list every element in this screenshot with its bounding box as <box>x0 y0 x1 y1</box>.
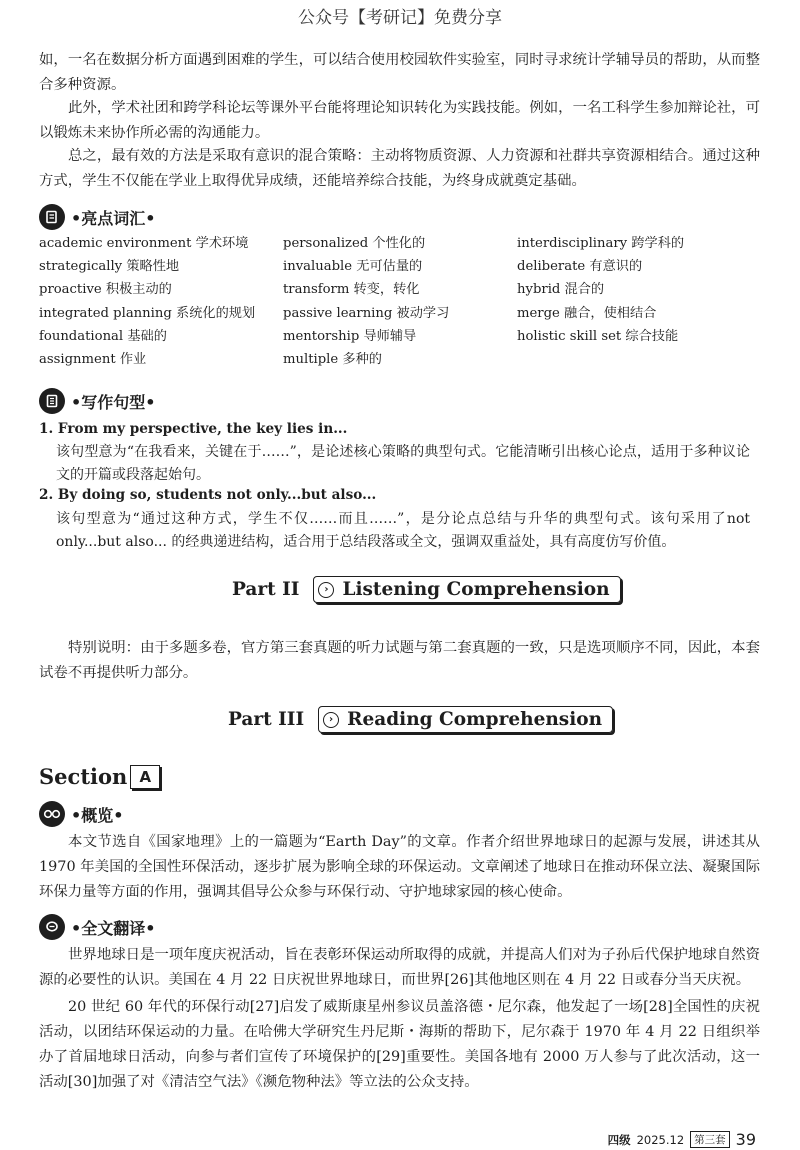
overview-paragraph: 本文节选自《国家地理》上的一篇题为“Earth Day”的文章。作者介绍世界地球日的起源与发展，讲述其从 1970 年美国的全国性环保活动，逐步扩展为影响全球的环保运动。文章阐述了地球日在推动环保立法、凝聚国际环保力量等方面的作用，强调其倡导公众参与环保行动、守护地球家园的核心使命。 <box>39 834 760 900</box>
vocab-item: interdisciplinary 跨学科的 <box>517 236 685 251</box>
section-label: Section <box>39 764 128 789</box>
document-icon <box>39 204 65 230</box>
patterns-heading <box>39 388 155 414</box>
chevron-right-icon: › <box>318 582 334 598</box>
translation-paragraph-1: 世界地球日是一项年度庆祝活动，旨在表彰环保运动所取得的成就，并提高人们对为子孙后代保护地球自然资源的必要性的认识。美国在 4 月 22 日庆祝世界地球日，而世界[26]其他地区则在 4 月 22 日或春分当天庆祝。 <box>39 947 760 988</box>
part-2-label: Part II <box>232 579 300 600</box>
vocab-item: foundational 基础的 <box>39 328 167 344</box>
vocab-item: strategically 策略性地 <box>39 259 180 275</box>
pattern-1-description: 该句型意为“在我看来，关键在于……”，是论述核心策略的典型句式。它能清晰引出核心论点，适用于多种议论文的开篇或段落起始句。 <box>56 444 750 483</box>
part-2-title-box <box>313 576 620 603</box>
part-3-header <box>228 706 613 733</box>
vocab-item: merge 融合，使相结合 <box>517 305 657 321</box>
vocab-item: hybrid 混合的 <box>517 282 605 298</box>
part-2-note: 特别说明：由于多题多卷，官方第三套真题的听力试题与第二套真题的一致，只是选项顺序不同，因此，本套试卷不再提供听力部分。 <box>39 640 760 681</box>
vocab-item: deliberate 有意识的 <box>517 259 643 275</box>
footer-set: 第三套 <box>690 1131 730 1148</box>
overview-heading-label: •概览• <box>71 805 124 825</box>
vocab-item: academic environment 学术环境 <box>39 236 249 251</box>
vocab-item: multiple 多种的 <box>283 351 382 367</box>
patterns-heading-label: •写作句型• <box>71 392 156 412</box>
vocab-item: invaluable 无可估量的 <box>283 259 423 275</box>
part-2-header <box>232 576 621 603</box>
translation-heading <box>39 914 155 940</box>
part-3-label: Part III <box>228 709 305 730</box>
intro-paragraph-1: 如，一名在数据分析方面遇到困难的学生，可以结合使用校园软件实验室，同时寻求统计学辅导员的帮助，从而整合多种资源。 <box>39 52 760 93</box>
header-watermark: 公众号【考研记】免费分享 <box>298 8 502 28</box>
vocab-item: assignment 作业 <box>39 351 147 367</box>
vocab-heading <box>39 204 155 230</box>
speech-bubble-icon <box>39 914 65 940</box>
vocab-item: holistic skill set 综合技能 <box>517 328 679 344</box>
notebook-icon <box>39 388 65 414</box>
section-letter: A <box>130 765 160 789</box>
vocab-item: mentorship 导师辅导 <box>283 328 417 344</box>
vocab-item: passive learning 被动学习 <box>283 305 450 321</box>
vocab-grid <box>39 232 759 371</box>
glasses-icon <box>39 801 65 827</box>
chevron-right-icon: › <box>323 712 339 728</box>
part-2-title: Listening Comprehension <box>342 579 610 600</box>
page-number: 39 <box>735 1130 756 1149</box>
vocab-item: integrated planning 系统化的规划 <box>39 305 256 321</box>
translation-paragraph-2: 20 世纪 60 年代的环保行动[27]启发了威斯康星州参议员盖洛德・尼尔森，他发起了一场[28]全国性的庆祝活动，以团结环保运动的力量。在哈佛大学研究生丹尼斯・海斯的帮助下，尼尔森于 1970 年 4 月 22 日组织举办了首届地球日活动，向参与者们宣传了环境保护的[29]重要性。美国各地有 2000 万人参与了此次活动，这一活动[30]加强了对《清洁空气法》《濒危物种法》等立法的公众支持。 <box>39 999 760 1090</box>
vocab-item: proactive 积极主动的 <box>39 282 172 298</box>
section-title <box>39 764 160 789</box>
page-footer <box>608 1130 756 1149</box>
pattern-2-title: 2. By doing so, students not only...but also... <box>39 487 377 503</box>
vocab-heading-label: •亮点词汇• <box>71 208 156 228</box>
overview-heading <box>39 801 123 827</box>
footer-date: 2025.12 <box>636 1132 685 1147</box>
intro-paragraph-3: 总之，最有效的方法是采取有意识的混合策略：主动将物质资源、人力资源和社群共享资源相结合。通过这种方式，学生不仅能在学业上取得优异成绩，还能培养综合技能，为终身成就奠定基础。 <box>39 148 760 189</box>
intro-paragraph-2: 此外，学术社团和跨学科论坛等课外平台能将理论知识转化为实践技能。例如，一名工科学生参加辩论社，可以锻炼未来协作所必需的沟通能力。 <box>39 100 760 141</box>
part-3-title: Reading Comprehension <box>347 709 603 730</box>
part-3-title-box <box>318 706 613 733</box>
vocab-item: personalized 个性化的 <box>283 236 426 251</box>
pattern-2-description: 该句型意为“通过这种方式，学生不仅……而且……”，是分论点总结与升华的典型句式。该句采用了not only...but also... 的经典递进结构，适合用于总结段落或全文，强调双重益处，具有高度仿写价值。 <box>56 511 750 550</box>
footer-level: 四级 <box>607 1132 631 1147</box>
vocab-item: transform 转变，转化 <box>283 282 420 298</box>
translation-heading-label: •全文翻译• <box>71 918 156 938</box>
pattern-1-title: 1. From my perspective, the key lies in... <box>39 421 348 437</box>
